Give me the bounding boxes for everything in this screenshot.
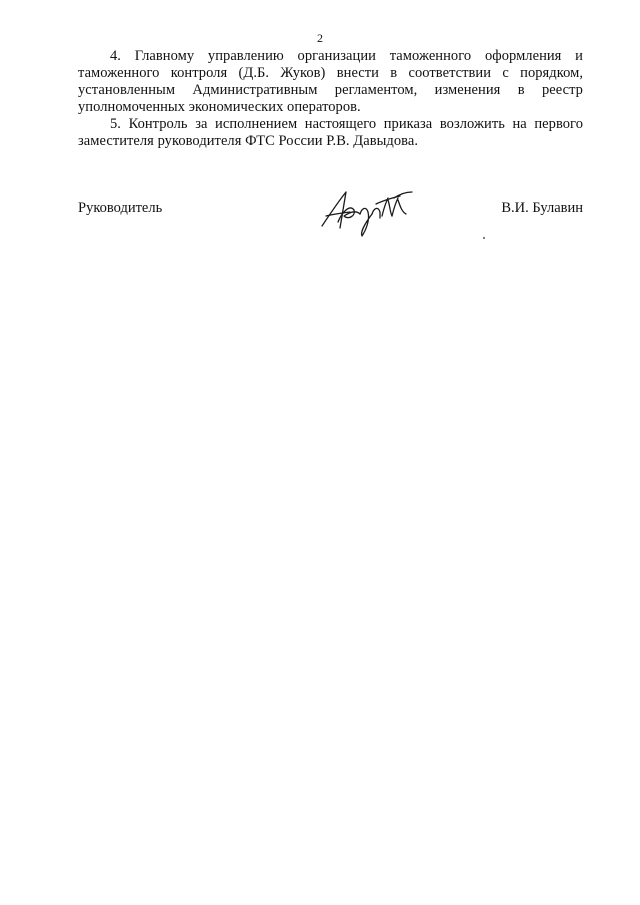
document-body (78, 48, 583, 150)
handwritten-signature (316, 186, 416, 238)
signatory-name: В.И. Булавин (501, 200, 583, 216)
paragraph-5: 5. Контроль за исполнением настоящего приказа возложить на первого заместителя руководителя ФТС России Р.В. Давыдова. (78, 116, 583, 149)
paragraph-4: 4. Главному управлению организации таможенного оформления и таможенного контроля (Д.Б. Жуков) внести в соответствии с порядком, установленным Административным регламентом, изменения в реестр уполномоченных экономических операторов. (78, 48, 583, 115)
signatory-title: Руководитель (78, 200, 163, 216)
page-number: 2 (317, 31, 323, 45)
scan-speck (483, 237, 485, 239)
signature-block (78, 190, 583, 250)
